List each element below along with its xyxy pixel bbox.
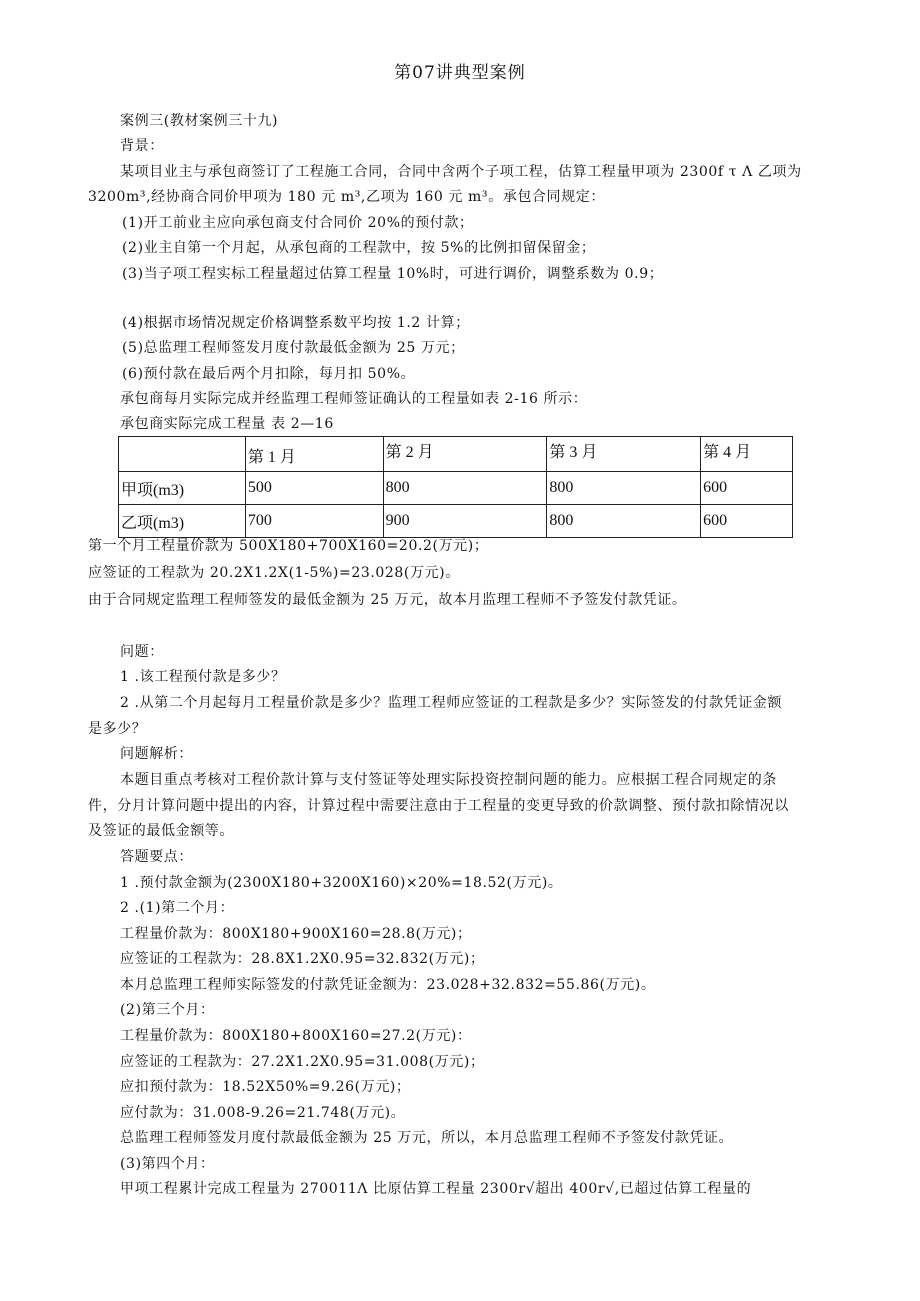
answer-line: (3)第四个月： (120, 1156, 215, 1172)
first-month-line: 由于合同规定监理工程师签发的最低金额为 25 万元，故本月监理工程师不予签发付款凭证。 (88, 592, 687, 608)
question-item: 是多少？ (88, 721, 147, 737)
case-heading: 案例三(教材案例三十九) (120, 113, 279, 129)
answer-line: 本月总监理工程师实际签发的付款凭证金额为：23.028+32.832=55.86(万元)。 (120, 977, 656, 993)
table-cell: 乙项(m3) (119, 505, 246, 538)
table-header-cell: 第 4 月 (701, 437, 793, 472)
table-cell: 900 (383, 505, 547, 538)
quantity-table (118, 436, 793, 538)
answer-line: 工程量价款为：800X180+800X160=27.2(万元)： (120, 1028, 472, 1044)
table-header-cell (119, 437, 246, 472)
analysis-label: 问题解析： (120, 746, 193, 762)
question-item: 1 .该工程预付款是多少？ (120, 669, 286, 685)
answer-line: 应签证的工程款为：27.2X1.2X0.95=31.008(万元)； (120, 1054, 485, 1070)
table-cell: 800 (547, 472, 701, 505)
answer-line: (2)第三个月： (120, 1002, 215, 1018)
answer-line: 1 .预付款金额为(2300X180+3200X160)×20%=18.52(万元)。 (120, 875, 563, 891)
page-title: 第07讲典型案例 (394, 63, 526, 83)
rule-item: (5)总监理工程师签发月度付款最低金额为 25 万元； (122, 340, 465, 356)
table-cell: 700 (245, 505, 383, 538)
answer-line: 工程量价款为：800X180+900X160=28.8(万元)； (120, 926, 472, 942)
rule-item: (4)根据市场情况规定价格调整系数平均按 1.2 计算； (122, 315, 470, 331)
first-month-line: 应签证的工程款为 20.2X1.2X(1-5%)=23.028(万元)。 (88, 565, 460, 581)
table-row (119, 505, 793, 538)
answer-line: 甲项工程累计完成工程量为 270011Λ 比原估算工程量 2300r√超出 400r√,已超过估算工程量的 (120, 1181, 752, 1197)
table-header-cell: 第 1 月 (245, 437, 383, 472)
background-line-1: 某项目业主与承包商签订了工程施工合同，合同中含两个子项工程，估算工程量甲项为 2300f τ Λ 乙项为 (120, 164, 802, 180)
answer-line: 2 .(1)第二个月： (120, 900, 235, 916)
answer-line: 应扣预付款为：18.52X50%=9.26(万元)； (120, 1079, 411, 1095)
question-item: 2 .从第二个月起每月工程量价款是多少？监理工程师应签证的工程款是多少？实际签发的付款凭证金额 (120, 695, 783, 711)
table-row (119, 472, 793, 505)
table-cell: 500 (245, 472, 383, 505)
answer-line: 应付款为：31.008-9.26=21.748(万元)。 (120, 1105, 406, 1121)
table-cell: 800 (383, 472, 547, 505)
background-label: 背景： (120, 138, 164, 154)
rule-item: (1)开工前业主应向承包商支付合同价 20%的预付款； (122, 215, 474, 231)
rule-item: (6)预付款在最后两个月扣除，每月扣 50%。 (122, 366, 416, 382)
questions-label: 问题： (120, 644, 164, 660)
table-cell: 600 (701, 472, 793, 505)
rule-item: (2)业主自第一个月起，从承包商的工程款中，按 5%的比例扣留保留金； (122, 240, 596, 256)
table-cell: 甲项(m3) (119, 472, 246, 505)
first-month-line: 第一个月工程量价款为 500X180+700X160=20.2(万元)； (88, 538, 489, 554)
analysis-line: 本题目重点考核对工程价款计算与支付签证等处理实际投资控制问题的能力。应根据工程合同规定的条 (120, 772, 777, 788)
table-intro: 承包商每月实际完成并经监理工程师签证确认的工程量如表 2-16 所示： (120, 391, 588, 407)
table-cell: 600 (701, 505, 793, 538)
answer-label: 答题要点： (120, 849, 193, 865)
table-header-cell: 第 2 月 (383, 437, 547, 472)
analysis-line: 及签证的最低金额等。 (88, 823, 234, 839)
analysis-line: 件，分月计算问题中提出的内容，计算过程中需要注意由于工程量的变更导致的价款调整、预付款扣除情况以 (88, 798, 789, 814)
table-cell: 800 (547, 505, 701, 538)
table-header-row (119, 437, 793, 472)
rule-item: (3)当子项工程实标工程量超过估算工程量 10%时，可进行调价，调整系数为 0.9； (122, 266, 664, 282)
answer-line: 应签证的工程款为：28.8X1.2X0.95=32.832(万元)； (120, 951, 485, 967)
table-header-cell: 第 3 月 (547, 437, 701, 472)
background-line-2: 3200m³,经协商合同价甲项为 180 元 m³,乙项为 160 元 m³。承包合同规定： (88, 189, 605, 205)
answer-line: 总监理工程师签发月度付款最低金额为 25 万元，所以，本月总监理工程师不予签发付款凭证。 (120, 1130, 734, 1146)
table-caption: 承包商实际完成工程量 表 2—16 (120, 416, 334, 432)
